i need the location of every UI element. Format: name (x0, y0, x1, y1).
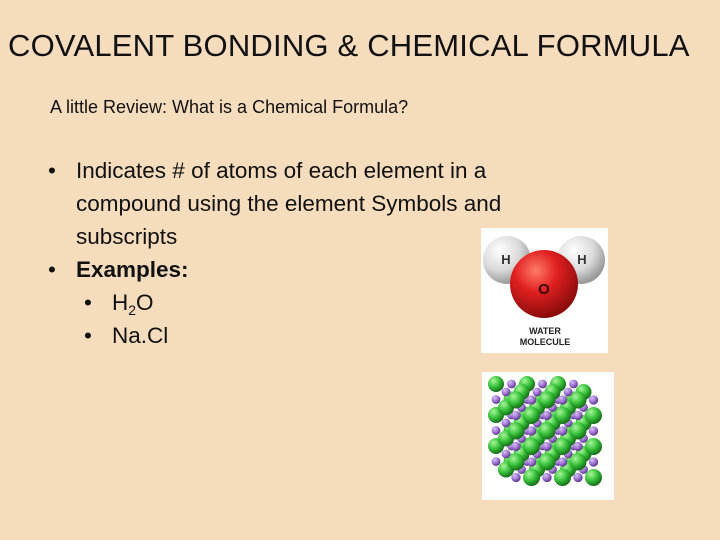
caption-line-1: WATER (529, 326, 561, 336)
sodium-ion (527, 457, 536, 466)
chloride-ion (585, 438, 602, 455)
salt-crystal-image (482, 372, 614, 500)
sodium-ion (542, 473, 551, 482)
sodium-ion (511, 411, 520, 420)
chloride-ion (539, 392, 556, 409)
sodium-ion (542, 442, 551, 451)
chloride-ion (554, 438, 571, 455)
sodium-ion (538, 380, 547, 389)
chloride-ion (488, 376, 504, 392)
sodium-ion (527, 426, 536, 435)
chloride-ion (523, 407, 540, 424)
chloride-ion (508, 392, 525, 409)
sodium-ion (589, 395, 598, 404)
salt-crystal-lattice-icon (482, 372, 614, 500)
water-molecule-image (481, 228, 608, 353)
bullet-text: Indicates # of atoms of each element in a compound using the element Symbols and subscripts (76, 158, 502, 249)
sodium-ion (573, 442, 582, 451)
bullet-dot: • (48, 257, 56, 282)
chloride-ion (585, 407, 602, 424)
water-molecule-icon (481, 228, 608, 353)
chloride-ion (508, 454, 525, 471)
sodium-ion (558, 457, 567, 466)
chloride-ion (570, 454, 587, 471)
sodium-ion (542, 411, 551, 420)
formula-base: H (112, 290, 129, 315)
atom-label-h-right: H (577, 252, 587, 267)
sodium-ion (573, 411, 582, 420)
sodium-ion (558, 426, 567, 435)
bullet-dot: • (48, 158, 56, 183)
sodium-ion (492, 457, 501, 466)
sodium-ion (573, 473, 582, 482)
atom-label-h-left: H (501, 252, 511, 267)
bullet-dot: • (84, 290, 92, 315)
sodium-ion (492, 395, 501, 404)
chloride-ion (508, 423, 525, 440)
sodium-ion (589, 457, 598, 466)
bullet-dot: • (84, 323, 92, 348)
formula-subscript: 2 (128, 302, 137, 318)
formula-salt: Na.Cl (112, 323, 169, 348)
formula-rest: O (136, 290, 154, 315)
sodium-ion (511, 473, 520, 482)
chloride-ion (554, 407, 571, 424)
page-title: COVALENT BONDING & CHEMICAL FORMULA (8, 28, 690, 63)
sodium-ion (511, 442, 520, 451)
bullet-text: Examples: (76, 257, 189, 282)
sodium-ion (558, 395, 567, 404)
subtitle: A little Review: What is a Chemical Formula? (50, 97, 409, 117)
chloride-ion (585, 469, 602, 486)
sodium-ion (492, 426, 501, 435)
chloride-ion (523, 469, 540, 486)
chloride-ion (554, 469, 571, 486)
atom-label-o: O (538, 281, 550, 298)
sodium-ion (589, 426, 598, 435)
chloride-ion (539, 423, 556, 440)
chloride-ion (539, 454, 556, 471)
sodium-ion (569, 380, 578, 389)
formula-water (112, 290, 154, 318)
sodium-ion (507, 380, 516, 389)
chloride-ion (570, 392, 587, 409)
sodium-ion (527, 395, 536, 404)
chloride-ion (570, 423, 587, 440)
chloride-ion (523, 438, 540, 455)
caption-line-2: MOLECULE (519, 337, 571, 347)
